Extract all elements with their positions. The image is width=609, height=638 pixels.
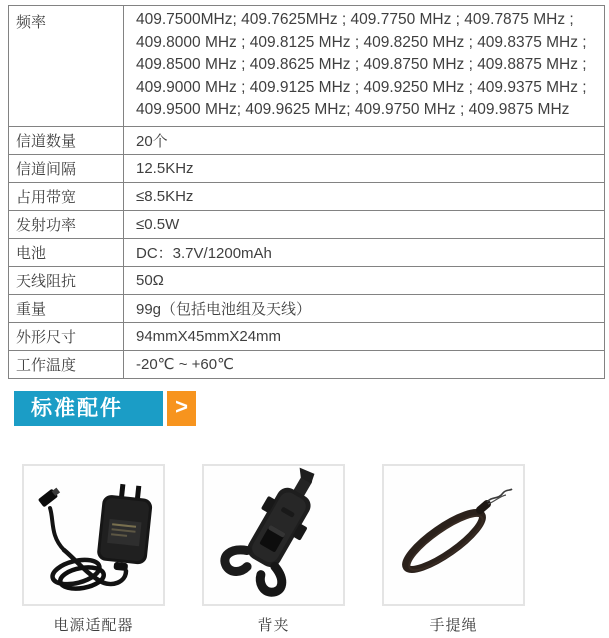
power-adapter-image <box>24 466 163 604</box>
spec-value: 99g（包括电池组及天线） <box>124 294 605 322</box>
section-banner <box>14 391 196 426</box>
hand-strap-image <box>384 466 523 604</box>
spec-value: DC：3.7V/1200mAh <box>124 238 605 266</box>
accessory-card-belt-clip <box>202 464 345 606</box>
spec-value: -20℃ ~ +60℃ <box>124 350 605 378</box>
accessory-caption: 手提绳 <box>429 617 478 634</box>
table-row <box>9 238 605 266</box>
table-row <box>9 350 605 378</box>
spec-value: 409.7500MHz; 409.7625MHz ; 409.7750 MHz ; 409.7875 MHz ; 409.8000 MHz ; 409.8125 MHz ; 409.8250 MHz ; 409.8375 MHz ; 409.8500 MHz ; 409.8625 MHz ; 409.8750 MHz ; 409.8875 MHz ; 409.9000 MHz ; 409.9125 MHz ; 409.9250 MHz ; 409.9375 MHz ; 409.9500 MHz; 409.9625 MHz; 409.9750 MHz ; 409.9875 MHz <box>124 6 605 127</box>
accessory-caption: 背夹 <box>257 617 290 634</box>
table-row <box>9 182 605 210</box>
belt-clip-image <box>204 466 343 604</box>
spec-value: ≤8.5KHz <box>124 182 605 210</box>
accessory-caption: 电源适配器 <box>53 617 134 634</box>
spec-value: 94mmX45mmX24mm <box>124 322 605 350</box>
section-title: 标准配件 <box>14 391 163 426</box>
spec-label: 信道间隔 <box>9 154 124 182</box>
spec-value: ≤0.5W <box>124 210 605 238</box>
table-row <box>9 294 605 322</box>
chevron-right-icon: > <box>167 391 196 426</box>
spec-label: 外形尺寸 <box>9 322 124 350</box>
accessory-card-power-adapter <box>22 464 165 606</box>
spec-label: 重量 <box>9 294 124 322</box>
spec-label: 占用带宽 <box>9 182 124 210</box>
spec-label: 信道数量 <box>9 126 124 154</box>
table-row <box>9 6 605 127</box>
spec-label: 工作温度 <box>9 350 124 378</box>
table-row <box>9 154 605 182</box>
spec-table <box>8 5 605 379</box>
accessory-card-hand-strap <box>382 464 525 606</box>
spec-label: 频率 <box>9 6 124 127</box>
table-row <box>9 266 605 294</box>
table-row <box>9 126 605 154</box>
spec-label: 发射功率 <box>9 210 124 238</box>
spec-value: 50Ω <box>124 266 605 294</box>
spec-label: 电池 <box>9 238 124 266</box>
table-row <box>9 322 605 350</box>
spec-value: 12.5KHz <box>124 154 605 182</box>
spec-label: 天线阻抗 <box>9 266 124 294</box>
table-row <box>9 210 605 238</box>
spec-value: 20个 <box>124 126 605 154</box>
